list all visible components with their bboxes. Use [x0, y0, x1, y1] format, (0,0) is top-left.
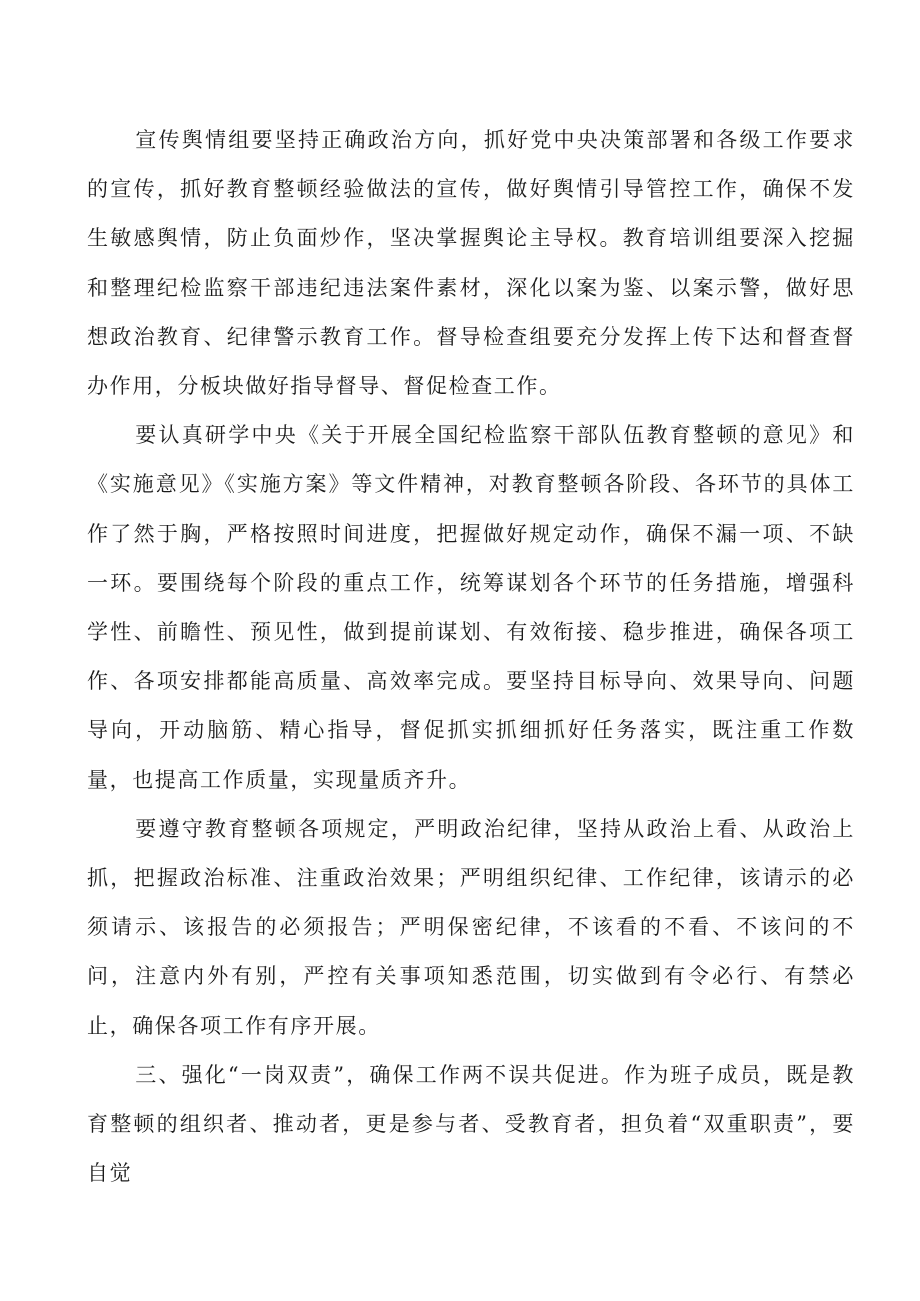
paragraph-discipline-rules: 要遵守教育整顿各项规定，严明政治纪律，坚持从政治上看、从政治上抓，把握政治标准、注重政治效果；严明组织纪律、工作纪律，该请示的必须请示、该报告的必须报告；严明保密纪律，不该看的不看、不该问的不问，注意内外有别，严控有关事项知悉范围，切实做到有令必行、有禁必止，确保各项工作有序开展。 — [87, 816, 855, 1038]
paragraph-publicity-groups: 宣传舆情组要坚持正确政治方向，抓好党中央决策部署和各级工作要求的宣传，抓好教育整顿经验做法的宣传，做好舆情引导管控工作，确保不发生敏感舆情，防止负面炒作，坚决掌握舆论主导权。教育培训组要深入挖掘和整理纪检监察干部违纪违法案件素材，深化以案为鉴、以案示警，做好思想政治教育、纪律警示教育工作。督导检查组要充分发挥上传下达和督查督办作用，分板块做好指导督导、督促检查工作。 — [87, 128, 855, 399]
document-body — [87, 116, 855, 1198]
paragraph-study-documents: 要认真研学中央《关于开展全国纪检监察干部队伍教育整顿的意见》和《实施意见》《实施方案》等文件精神，对教育整顿各阶段、各环节的具体工作了然于胸，严格按照时间进度，把握做好规定动作，确保不漏一项、不缺一环。要围绕每个阶段的重点工作，统筹谋划各个环节的任务措施，增强科学性、前瞻性、预见性，做到提前谋划、有效衔接、稳步推进，确保各项工作、各项安排都能高质量、高效率完成。要坚持目标导向、效果导向、问题导向，开动脑筋、精心指导，督促抓实抓细抓好任务落实，既注重工作数量，也提高工作质量，实现量质齐升。 — [87, 423, 855, 792]
paragraph-section-three: 三、强化“一岗双责”，确保工作两不误共促进。作为班子成员，既是教育整顿的组织者、推动者，更是参与者、受教育者，担负着“双重职责”，要自觉 — [87, 1062, 855, 1186]
